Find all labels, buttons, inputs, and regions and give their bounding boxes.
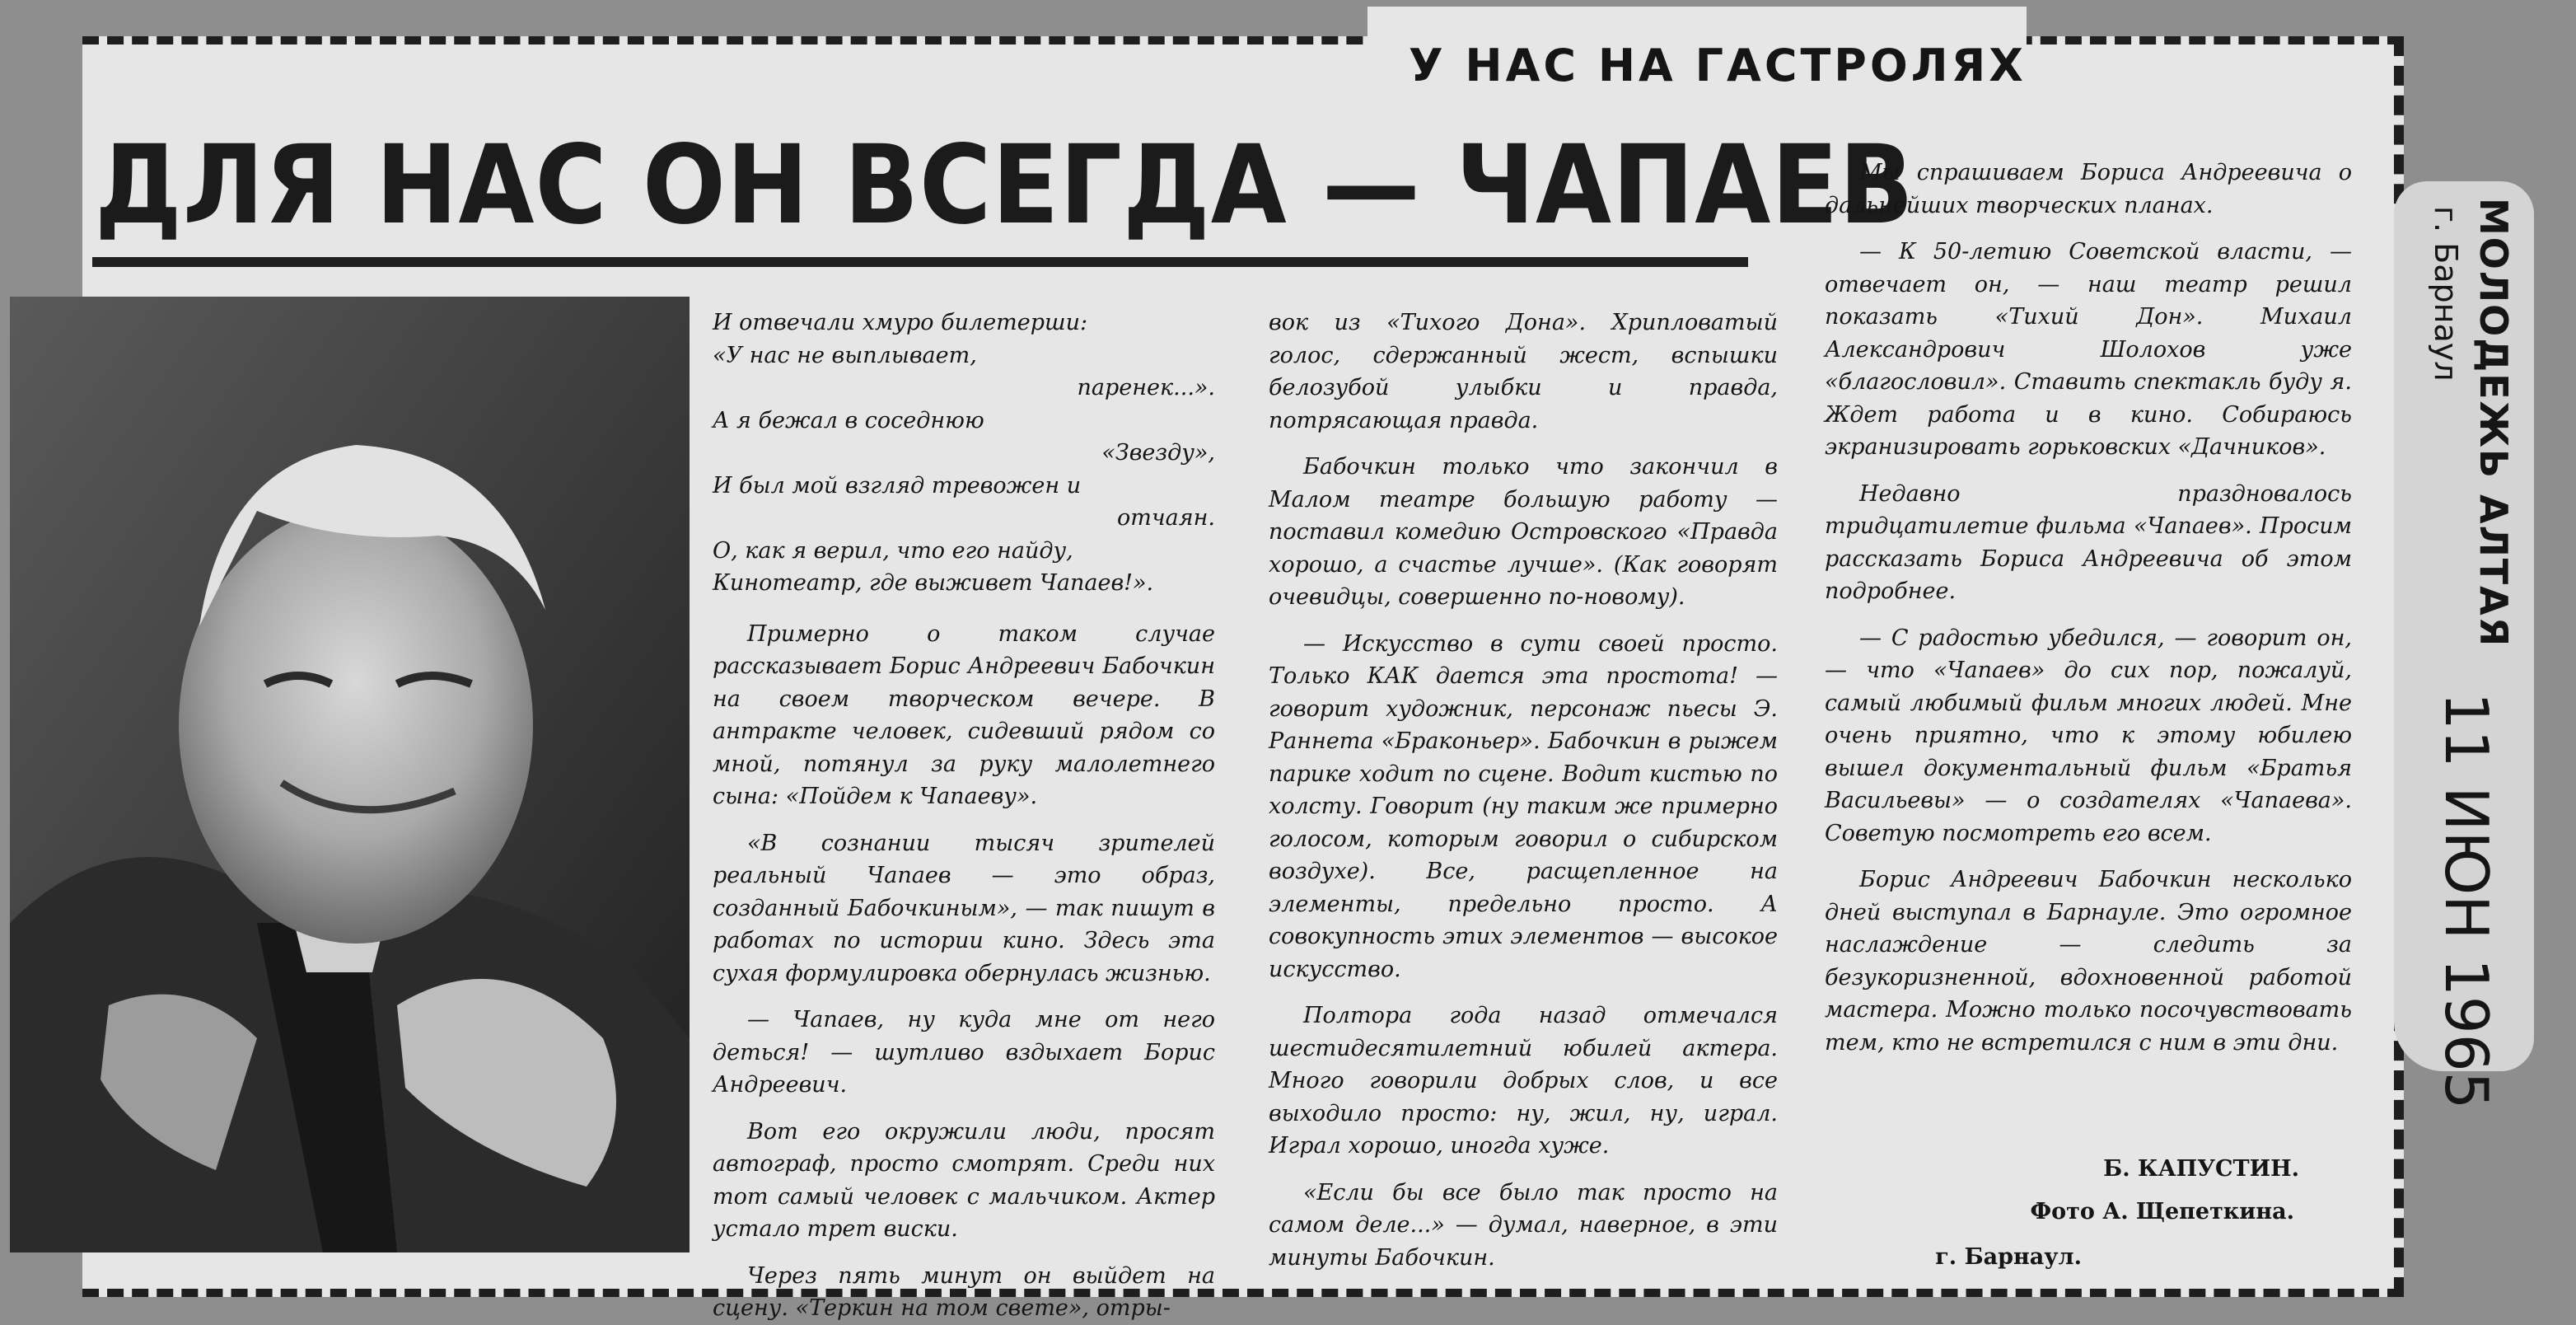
paragraph: — Искусство в сути своей просто. Только КАК дается эта простота! — говорит художник, персонаж пьесы Э. Раннета «Браконьер». Бабочкин в рыжем парике ходит по сцене. Водит кистью по холсту. Говорит (ну таким же примерно голосом, которым говорил о сибирском воздухе). Все, расщепленное на элементы, предельно просто. А совокупность этих элементов — высокое искусство. xyxy=(1269,630,1778,982)
paragraph: Через пять минут он выйдет на сцену. «Теркин на том свете», отры- xyxy=(713,1262,1215,1321)
byline-city: г. Барнаул. xyxy=(1935,1244,2082,1270)
article-column-1 xyxy=(713,307,1215,1321)
rubric-label: У НАС НА ГАСТРОЛЯХ xyxy=(1409,40,2027,91)
paragraph: Примерно о таком случае рассказывает Борис Андреевич Бабочкин на своем творческом вечере. В антракте человек, сидевший рядом со мной, потянул за руку малолетнего сына: «Пойдем к Чапаеву». xyxy=(713,620,1215,809)
poem-line: И отвечали хмуро билетерши: xyxy=(713,310,1088,335)
poem-line: паренек...». xyxy=(1077,375,1215,400)
byline-author: Б. КАПУСТИН. xyxy=(2103,1156,2299,1182)
actor-photo xyxy=(10,297,690,1252)
headline: ДЛЯ НАС ОН ВСЕГДА — ЧАПАЕВ xyxy=(95,122,1914,249)
paragraph: Вот его окружили люди, просят автограф, просто смотрят. Среди них тот самый человек с мальчиком. Актер устало трет виски. xyxy=(713,1118,1215,1242)
paragraph: Мы спрашиваем Бориса Андреевича о дальнейших творческих планах. xyxy=(1825,160,2352,218)
photo-credit: Фото А. Щепеткина. xyxy=(2030,1199,2294,1224)
headline-rule xyxy=(92,257,1748,267)
archive-stamp-tag xyxy=(2394,181,2534,1110)
poem-line: «Звезду», xyxy=(1101,440,1215,466)
paragraph: — С радостью убедился, — говорит он, — что «Чапаев» до сих пор, пожалуй, самый любимый фильм многих людей. Мне очень приятно, что к этому юбилею вышел документальный фильм «Братья Васильевы» — о создателях «Чапаева». Советую посмотреть его всем. xyxy=(1825,625,2352,846)
paragraph: «В сознании тысяч зрителей реальный Чапаев — это образ, созданный Бабочкиным», — так пишут в работах по истории кино. Здесь эта сухая формулировка обернулась жизнью. xyxy=(713,830,1215,986)
stamp-date: 11 ИЮН 1965 xyxy=(2432,692,2501,1110)
paragraph: Бабочкин только что закончил в Малом театре большую работу — поставил комедию Островского «Правда хорошо, а счастье лучше». (Как говорят очевидцы, совершенно по-новому). xyxy=(1269,454,1778,610)
paragraph: Полтора года назад отмечался шестидесятилетний юбилей актера. Много говорили добрых слов, и все выходило просто: ну, жил, ну, играл. Играл хорошо, иногда хуже. xyxy=(1269,1003,1778,1159)
poem-line: «У нас не выплывает, xyxy=(713,342,977,368)
poem-line: отчаян. xyxy=(1117,505,1215,531)
paragraph: Недавно праздновалось тридцатилетие фильма «Чапаев». Просим рассказать Бориса Андреевича об этом подробнее. xyxy=(1825,480,2352,604)
paragraph: — К 50-летию Советской власти, — отвечает он, — наш театр решил показать «Тихий Дон». Михаил Александрович Шолохов уже «благословил». Ставить спектакль буду я. Ждет работа и в кино. Собираюсь экранизировать горьковских «Дачников». xyxy=(1825,239,2352,460)
stamp-city: г. Барнаул xyxy=(2428,206,2464,382)
actor-portrait-image xyxy=(10,297,690,1252)
poem-line: О, как я верил, что его найду, xyxy=(713,537,1073,564)
paragraph: вок из «Тихого Дона». Хрипловатый голос, сдержанный жест, вспышки белозубой улыбки и правда, потрясающая правда. xyxy=(1269,310,1778,433)
stamp-newspaper: МОЛОДЕЖЬ АЛТАЯ xyxy=(2471,198,2516,648)
paragraph: «Если бы все было так просто на самом деле...» — думал, наверное, в эти минуты Бабочкин. xyxy=(1269,1179,1778,1271)
poem-line: А я бежал в соседнюю xyxy=(713,407,984,433)
article-column-3 xyxy=(1825,157,2352,1145)
article-column-2 xyxy=(1269,307,1778,1271)
poem-line: И был мой взгляд тревожен и xyxy=(713,472,1082,499)
poem-line: Кинотеатр, где выживет Чапаев!». xyxy=(713,570,1154,596)
paragraph: — Чапаев, ну куда мне от него деться! — шутливо вздыхает Борис Андреевич. xyxy=(713,1007,1215,1098)
rubric-tab xyxy=(1367,7,2027,97)
paragraph: Борис Андреевич Бабочкин несколько дней выступал в Барнауле. Это огромное наслаждение — следить за безукоризненной, вдохновенной работой мастера. Можно только посочувствовать тем, кто не встретился с ним в эти дни. xyxy=(1825,867,2352,1056)
